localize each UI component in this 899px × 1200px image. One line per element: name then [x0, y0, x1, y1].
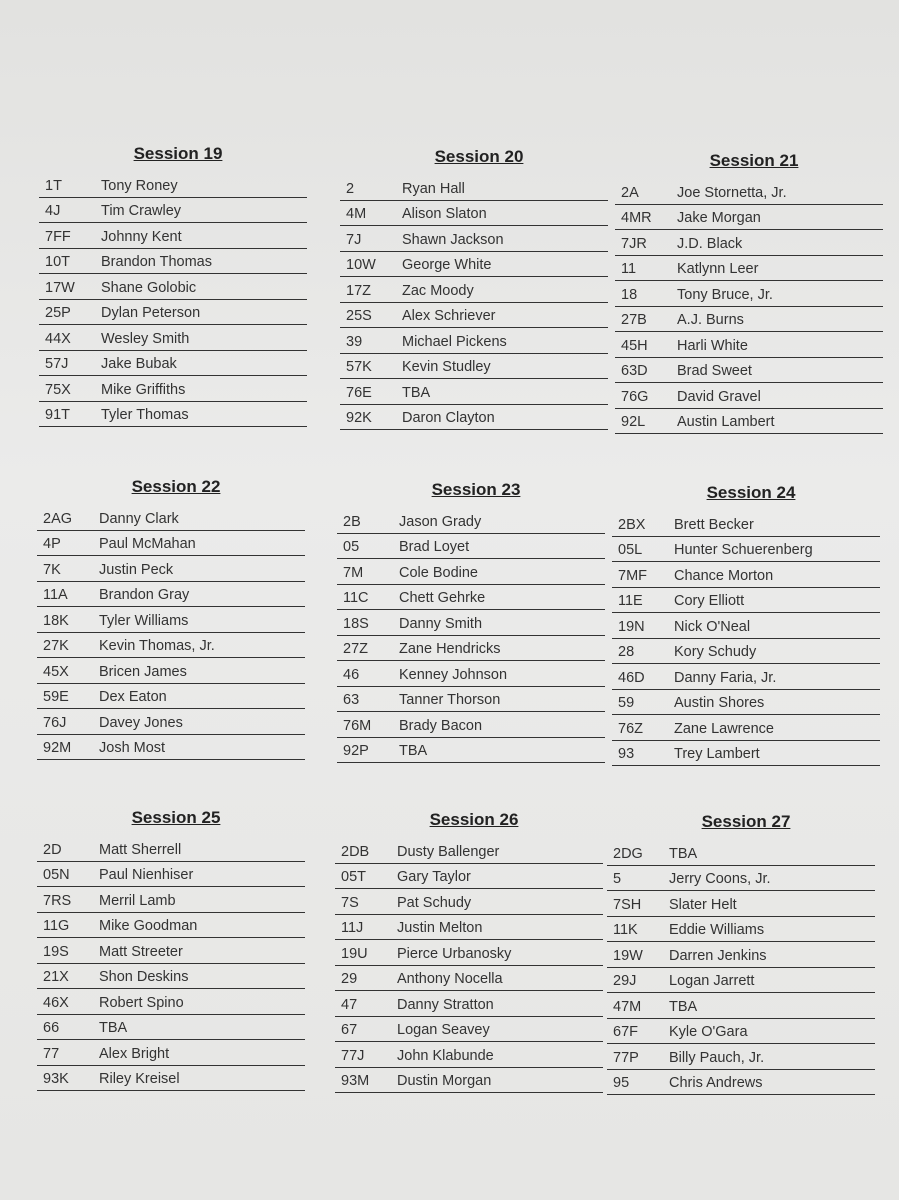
entry-row [37, 582, 305, 608]
car-number: 77J [341, 1047, 365, 1064]
car-number: 4J [45, 203, 61, 219]
entry-row [337, 508, 605, 534]
entry-row [615, 332, 883, 358]
entry-row [37, 1040, 305, 1066]
entry-row [615, 179, 883, 205]
driver-name: Chett Gehrke [399, 590, 486, 606]
entry-row [39, 351, 307, 377]
entry-row [612, 588, 880, 614]
driver-name: Kevin Studley [402, 359, 491, 375]
driver-name: TBA [402, 384, 431, 401]
entry-row [607, 1070, 875, 1096]
entry-row [335, 915, 603, 941]
entry-row [340, 252, 608, 278]
driver-name: Cory Elliott [674, 593, 745, 609]
car-number: 17W [45, 279, 75, 296]
car-number: 27Z [343, 641, 368, 657]
entry-row [335, 1068, 603, 1094]
car-number: 7J [346, 231, 362, 248]
car-number: 77 [43, 1045, 60, 1062]
driver-name: Shane Golobic [101, 279, 197, 296]
session-21-block [615, 151, 883, 434]
entry-row [39, 223, 307, 249]
car-number: 7M [343, 564, 364, 581]
driver-name: Kevin Thomas, Jr. [99, 638, 215, 654]
entry-row [337, 661, 605, 687]
entry-row [612, 562, 880, 588]
entry-row [39, 376, 307, 402]
entry-row [37, 709, 305, 735]
driver-name: Dex Eaton [99, 689, 167, 705]
driver-name: Cole Bodine [399, 564, 478, 581]
entry-row [337, 534, 605, 560]
car-number: 76E [346, 384, 372, 401]
driver-name: Shon Deskins [99, 969, 189, 985]
entry-row [335, 940, 603, 966]
car-number: 44X [45, 330, 71, 347]
entry-row [340, 226, 608, 252]
car-number: 76Z [618, 720, 643, 737]
car-number: 46X [43, 994, 69, 1011]
entry-row [37, 836, 305, 862]
driver-name: Alex Bright [99, 1045, 170, 1062]
entry-row [615, 205, 883, 231]
driver-name: Jake Morgan [677, 210, 761, 226]
session-title: Session 22 [131, 477, 221, 496]
car-number: 05T [341, 869, 366, 885]
car-number: 59E [43, 689, 69, 705]
session-24-block [612, 483, 880, 766]
driver-name: Zac Moody [402, 282, 474, 299]
session-title: Session 21 [709, 151, 799, 170]
car-number: 63D [621, 363, 648, 379]
entry-row [340, 405, 608, 431]
entry-row [39, 172, 307, 198]
driver-name: Kory Schudy [674, 644, 757, 660]
car-number: 59 [618, 695, 635, 711]
entry-row [37, 938, 305, 964]
car-number: 76M [343, 717, 372, 734]
entry-row [37, 887, 305, 913]
driver-name: Brad Loyet [399, 539, 470, 555]
entry-row [607, 1019, 875, 1045]
entry-row [39, 402, 307, 428]
entry-row [607, 866, 875, 892]
driver-name: Jason Grady [399, 513, 482, 530]
entry-row [37, 684, 305, 710]
driver-name: Michael Pickens [402, 333, 507, 350]
session-25-block [37, 808, 305, 1091]
car-number: 92K [346, 410, 372, 426]
entry-row [340, 277, 608, 303]
driver-name: Tony Bruce, Jr. [677, 286, 773, 303]
car-number: 11G [43, 918, 70, 934]
driver-name: Alison Slaton [402, 206, 487, 222]
car-number: 67 [341, 1022, 358, 1038]
session-20-block [340, 147, 608, 430]
session-22-block [37, 477, 305, 760]
session-title: Session 24 [706, 483, 796, 502]
entry-row [37, 658, 305, 684]
driver-name: Danny Clark [99, 510, 179, 527]
driver-name: Gary Taylor [397, 869, 471, 885]
entry-row [37, 989, 305, 1015]
driver-name: TBA [99, 1020, 128, 1036]
car-number: 7MF [618, 567, 647, 584]
entry-row [37, 913, 305, 939]
car-number: 7K [43, 561, 61, 578]
driver-name: Merril Lamb [99, 892, 176, 909]
driver-name: Pat Schudy [397, 894, 472, 911]
entry-row [335, 1042, 603, 1068]
entry-row [615, 281, 883, 307]
driver-name: Tyler Thomas [101, 407, 189, 423]
entry-row [612, 511, 880, 537]
session-title: Session 23 [431, 480, 521, 499]
driver-name: Pierce Urbanosky [397, 945, 512, 962]
entry-row [607, 917, 875, 943]
car-number: 46 [343, 666, 360, 683]
driver-name: Slater Helt [669, 896, 737, 913]
driver-name: Austin Lambert [677, 414, 775, 430]
car-number: 93K [43, 1071, 69, 1087]
entry-row [607, 840, 875, 866]
car-number: 11E [618, 593, 643, 609]
driver-name: Dylan Peterson [101, 305, 201, 321]
entry-row [612, 741, 880, 767]
driver-name: Brett Becker [674, 516, 754, 533]
driver-name: Tim Crawley [101, 203, 182, 219]
car-number: 95 [613, 1075, 630, 1091]
driver-name: Chris Andrews [669, 1075, 763, 1091]
car-number: 11C [343, 590, 369, 606]
entry-row [615, 256, 883, 282]
car-number: 25S [346, 308, 372, 324]
car-number: 67F [613, 1024, 638, 1040]
driver-name: Brad Sweet [677, 363, 752, 379]
car-number: 2DB [341, 843, 370, 860]
car-number: 29J [613, 973, 637, 989]
driver-name: Chance Morton [674, 567, 774, 584]
driver-name: Eddie Williams [669, 922, 765, 938]
car-number: 11J [341, 920, 364, 936]
car-number: 47M [613, 998, 642, 1015]
car-number: 19S [43, 943, 69, 960]
car-number: 18K [43, 612, 69, 629]
car-number: 2D [43, 841, 62, 858]
entry-row [335, 889, 603, 915]
car-number: 11 [621, 261, 637, 277]
driver-name: A.J. Burns [677, 312, 744, 328]
entry-row [37, 531, 305, 557]
entry-row [39, 274, 307, 300]
car-number: 92M [43, 740, 72, 756]
car-number: 27K [43, 638, 69, 654]
car-number: 2DG [613, 845, 643, 862]
car-number: 7FF [45, 228, 71, 245]
driver-name: Logan Seavey [397, 1022, 490, 1038]
car-number: 2AG [43, 510, 73, 527]
entry-row [337, 559, 605, 585]
entry-row [607, 1044, 875, 1070]
entry-row [615, 307, 883, 333]
car-number: 46D [618, 669, 645, 686]
driver-name: Brandon Thomas [101, 254, 212, 270]
car-number: 19U [341, 945, 368, 962]
driver-name: Mike Goodman [99, 918, 198, 934]
entry-row [39, 325, 307, 351]
entry-row [335, 966, 603, 992]
car-number: 7RS [43, 892, 72, 909]
driver-name: Ryan Hall [402, 180, 465, 197]
driver-name: David Gravel [677, 388, 761, 405]
driver-name: Katlynn Leer [677, 261, 759, 277]
entry-row [340, 201, 608, 227]
driver-name: TBA [669, 998, 698, 1015]
entry-row [39, 198, 307, 224]
entry-row [335, 1017, 603, 1043]
car-number: 4M [346, 206, 367, 222]
car-number: 77P [613, 1049, 639, 1066]
driver-name: Billy Pauch, Jr. [669, 1049, 765, 1066]
driver-name: Hunter Schuerenberg [674, 542, 813, 558]
car-number: 25P [45, 305, 71, 321]
entry-row [615, 358, 883, 384]
entry-row [337, 585, 605, 611]
driver-name: Josh Most [99, 740, 166, 756]
driver-name: Kyle O'Gara [669, 1024, 748, 1040]
entry-row [37, 607, 305, 633]
entry-row [612, 664, 880, 690]
car-number: 21X [43, 969, 69, 985]
driver-name: Darren Jenkins [669, 947, 767, 964]
car-number: 29 [341, 971, 358, 987]
entry-row [612, 639, 880, 665]
car-number: 92P [343, 743, 369, 759]
driver-name: Kenney Johnson [399, 666, 508, 683]
car-number: 57K [346, 359, 372, 375]
driver-name: Paul Nienhiser [99, 867, 194, 883]
driver-name: Wesley Smith [101, 330, 190, 347]
entry-row [340, 354, 608, 380]
driver-name: TBA [399, 743, 428, 759]
car-number: 4MR [621, 210, 652, 226]
entry-row [337, 712, 605, 738]
driver-name: Riley Kreisel [99, 1071, 180, 1087]
driver-name: Trey Lambert [674, 746, 760, 762]
driver-name: Logan Jarrett [669, 973, 755, 989]
driver-name: Jake Bubak [101, 356, 177, 372]
entry-row [607, 942, 875, 968]
entry-row [37, 1015, 305, 1041]
driver-name: Brady Bacon [399, 717, 483, 734]
entry-row [337, 636, 605, 662]
entry-row [39, 300, 307, 326]
driver-name: Anthony Nocella [397, 971, 503, 987]
car-number: 57J [45, 356, 69, 372]
entry-row [612, 715, 880, 741]
driver-name: Tony Roney [101, 177, 178, 194]
driver-name: Alex Schriever [402, 308, 496, 324]
entry-row [335, 864, 603, 890]
entry-row [37, 556, 305, 582]
car-number: 19W [613, 947, 643, 964]
session-title: Session 25 [131, 808, 221, 827]
entry-row [337, 687, 605, 713]
car-number: 7SH [613, 896, 642, 913]
driver-name: George White [402, 257, 492, 273]
entry-row [607, 993, 875, 1019]
car-number: 2B [343, 513, 361, 530]
car-number: 2A [621, 184, 639, 201]
car-number: 05 [343, 539, 360, 555]
car-number: 66 [43, 1020, 60, 1036]
driver-name: Dusty Ballenger [397, 843, 500, 860]
session-title: Session 20 [434, 147, 524, 166]
car-number: 7JR [621, 235, 647, 252]
car-number: 18S [343, 615, 369, 632]
driver-name: Tanner Thorson [399, 692, 501, 708]
driver-name: Justin Peck [99, 561, 174, 578]
entry-row [615, 409, 883, 435]
car-number: 10W [346, 257, 376, 273]
driver-name: Matt Streeter [99, 943, 183, 960]
driver-name: Paul McMahan [99, 536, 196, 552]
car-number: 76J [43, 714, 67, 731]
driver-name: J.D. Black [677, 235, 743, 252]
car-number: 05N [43, 867, 70, 883]
session-title: Session 19 [133, 144, 223, 163]
entry-row [337, 610, 605, 636]
entry-row [615, 230, 883, 256]
car-number: 2BX [618, 516, 646, 533]
entry-row [612, 690, 880, 716]
driver-name: Danny Smith [399, 615, 483, 632]
car-number: 45H [621, 337, 648, 354]
entry-row [337, 738, 605, 764]
driver-name: Johnny Kent [101, 228, 182, 245]
car-number: 91T [45, 407, 70, 423]
driver-name: Jerry Coons, Jr. [669, 871, 771, 887]
car-number: 63 [343, 692, 360, 708]
driver-name: Danny Faria, Jr. [674, 669, 777, 686]
entry-row [612, 537, 880, 563]
entry-row [39, 249, 307, 275]
entry-row [607, 891, 875, 917]
driver-name: Zane Lawrence [674, 720, 774, 737]
entry-row [340, 328, 608, 354]
entry-row [37, 505, 305, 531]
entry-row [340, 175, 608, 201]
driver-name: Dustin Morgan [397, 1073, 492, 1089]
car-number: 05L [618, 542, 643, 558]
car-number: 11A [43, 587, 68, 603]
driver-name: Justin Melton [397, 920, 483, 936]
driver-name: Shawn Jackson [402, 231, 504, 248]
driver-name: Austin Shores [674, 695, 765, 711]
car-number: 76G [621, 388, 649, 405]
car-number: 7S [341, 894, 359, 911]
entry-row [340, 379, 608, 405]
car-number: 10T [45, 254, 70, 270]
car-number: 11K [613, 922, 638, 938]
car-number: 2 [346, 180, 355, 197]
car-number: 39 [346, 333, 363, 350]
session-26-block [335, 810, 603, 1093]
driver-name: Harli White [677, 337, 748, 354]
session-title: Session 27 [701, 812, 791, 831]
car-number: 92L [621, 414, 646, 430]
car-number: 5 [613, 871, 622, 887]
driver-name: Bricen James [99, 663, 187, 680]
session-23-block [337, 480, 605, 763]
driver-name: Daron Clayton [402, 410, 495, 426]
car-number: 28 [618, 644, 635, 660]
session-title: Session 26 [429, 810, 519, 829]
driver-name: Tyler Williams [99, 612, 189, 629]
entry-row [607, 968, 875, 994]
entry-row [37, 862, 305, 888]
driver-name: Joe Stornetta, Jr. [677, 184, 787, 201]
driver-name: Matt Sherrell [99, 841, 182, 858]
car-number: 75X [45, 381, 71, 398]
driver-name: Zane Hendricks [399, 641, 501, 657]
entry-row [335, 838, 603, 864]
driver-name: Davey Jones [99, 714, 183, 731]
driver-name: Brandon Gray [99, 587, 190, 603]
entry-row [340, 303, 608, 329]
car-number: 17Z [346, 282, 371, 299]
driver-name: Mike Griffiths [101, 381, 186, 398]
driver-name: Nick O'Neal [674, 618, 751, 635]
car-number: 27B [621, 312, 647, 328]
car-number: 4P [43, 536, 61, 552]
entry-row [37, 633, 305, 659]
entry-row [37, 1066, 305, 1092]
car-number: 19N [618, 618, 645, 635]
driver-name: Danny Stratton [397, 996, 494, 1013]
entry-row [612, 613, 880, 639]
car-number: 47 [341, 996, 358, 1013]
session-27-block [607, 812, 875, 1095]
session-19-block [39, 144, 307, 427]
car-number: 93 [618, 746, 635, 762]
car-number: 1T [45, 177, 62, 194]
entry-row [335, 991, 603, 1017]
entry-row [615, 383, 883, 409]
driver-name: John Klabunde [397, 1047, 494, 1064]
entry-row [37, 964, 305, 990]
driver-name: Robert Spino [99, 994, 184, 1011]
driver-name: TBA [669, 845, 698, 862]
entry-row [37, 735, 305, 761]
car-number: 18 [621, 286, 638, 303]
car-number: 45X [43, 663, 69, 680]
car-number: 93M [341, 1073, 370, 1089]
